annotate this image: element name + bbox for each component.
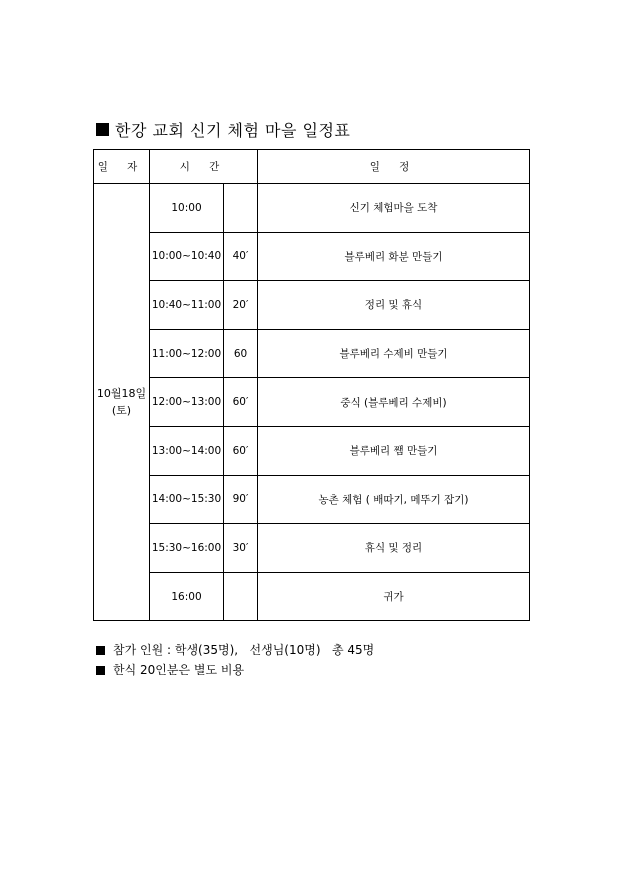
activity-cell: 블루베리 쨈 만들기 xyxy=(258,426,530,475)
time-cell: 14:00~15:30 xyxy=(150,475,224,524)
table-row xyxy=(94,475,530,524)
time-cell: 10:00~10:40 xyxy=(150,232,224,281)
black-square-icon xyxy=(96,646,105,655)
duration-cell: 60′ xyxy=(224,378,258,427)
date-cell xyxy=(94,184,150,621)
table-row xyxy=(94,184,530,233)
duration-cell xyxy=(224,184,258,233)
header-row xyxy=(94,150,530,184)
note-text: 한식 20인분은 별도 비용 xyxy=(113,663,245,677)
time-cell: 15:30~16:00 xyxy=(150,524,224,573)
table-row xyxy=(94,426,530,475)
schedule-table xyxy=(93,149,530,621)
table-row xyxy=(94,378,530,427)
activity-cell: 정리 및 휴식 xyxy=(258,281,530,330)
duration-cell: 60′ xyxy=(224,426,258,475)
duration-cell: 40′ xyxy=(224,232,258,281)
black-square-icon xyxy=(96,666,105,675)
time-cell: 16:00 xyxy=(150,572,224,621)
duration-cell: 20′ xyxy=(224,281,258,330)
table-row xyxy=(94,281,530,330)
day-text: (토) xyxy=(111,404,132,418)
black-square-icon xyxy=(96,123,109,136)
header-schedule: 일 정 xyxy=(258,150,530,184)
table-row xyxy=(94,232,530,281)
notes-section xyxy=(96,640,374,680)
time-cell: 13:00~14:00 xyxy=(150,426,224,475)
table-row xyxy=(94,524,530,573)
activity-cell: 신기 체험마을 도착 xyxy=(258,184,530,233)
duration-cell xyxy=(224,572,258,621)
page-title xyxy=(96,118,350,141)
duration-cell: 60 xyxy=(224,329,258,378)
activity-cell: 중식 (블루베리 수제비) xyxy=(258,378,530,427)
duration-cell: 30′ xyxy=(224,524,258,573)
time-cell: 12:00~13:00 xyxy=(150,378,224,427)
activity-cell: 귀가 xyxy=(258,572,530,621)
duration-cell: 90′ xyxy=(224,475,258,524)
activity-cell: 농촌 체험 ( 배따기, 메뚜기 잡기) xyxy=(258,475,530,524)
activity-cell: 블루베리 화분 만들기 xyxy=(258,232,530,281)
header-date: 일 자 xyxy=(94,150,150,184)
header-time: 시 간 xyxy=(150,150,258,184)
time-cell: 11:00~12:00 xyxy=(150,329,224,378)
time-cell: 10:00 xyxy=(150,184,224,233)
activity-cell: 휴식 및 정리 xyxy=(258,524,530,573)
time-cell: 10:40~11:00 xyxy=(150,281,224,330)
table-row xyxy=(94,329,530,378)
note-participants xyxy=(96,640,374,660)
table-row xyxy=(94,572,530,621)
note-text: 참가 인원 : 학생(35명), 선생님(10명) 총 45명 xyxy=(113,643,375,657)
note-meal-cost xyxy=(96,660,374,680)
date-text: 10월18일 xyxy=(96,387,147,401)
activity-cell: 블루베리 수제비 만들기 xyxy=(258,329,530,378)
page-title-text: 한강 교회 신기 체험 마을 일정표 xyxy=(115,121,351,140)
